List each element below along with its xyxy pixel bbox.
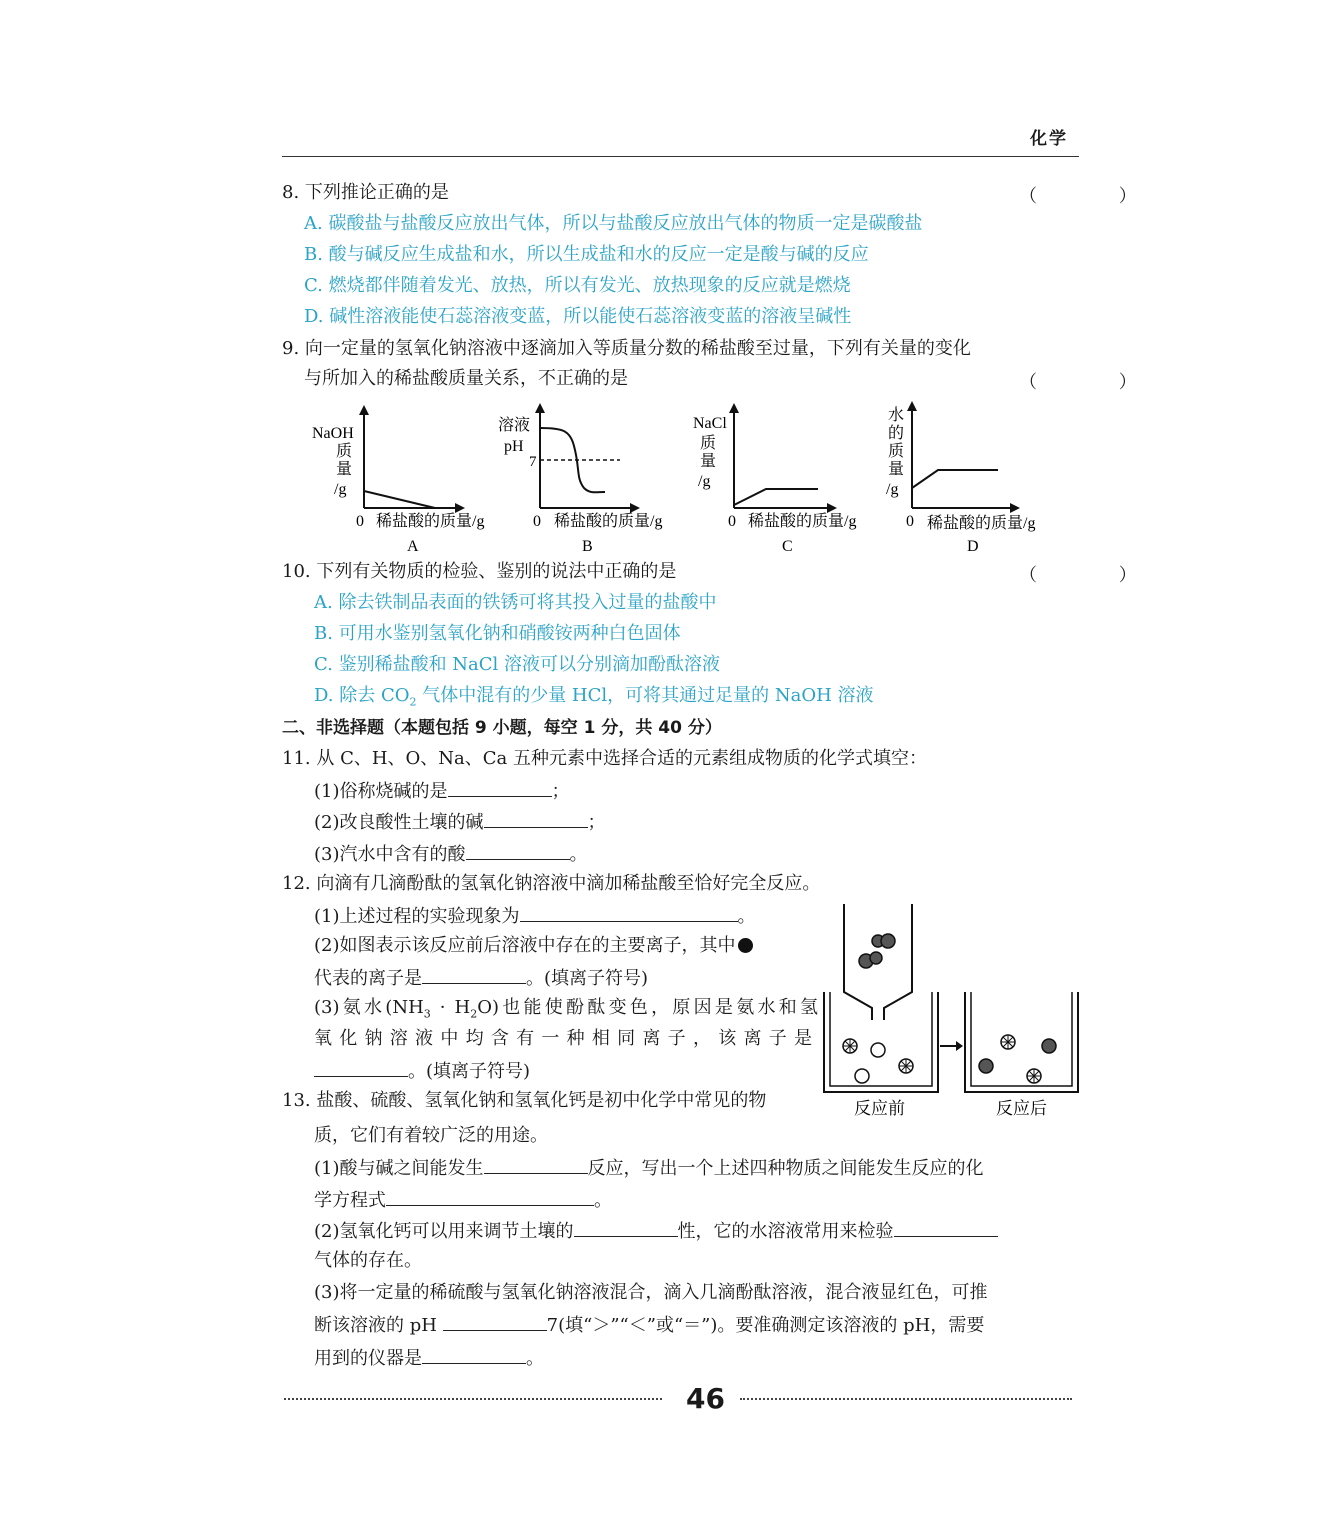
header-rule [282,156,1079,157]
dropper [844,904,912,1020]
graph-d[interactable] [886,406,1035,555]
graph-b-xlabel: 稀盐酸的质量/g [554,513,663,530]
graph-c-letter: C [782,538,793,555]
q8-option-c[interactable]: C. 燃烧都伴随着发光、放热，所以有发光、放热现象的反应就是燃烧 [304,275,851,296]
beaker-before [824,992,938,1092]
graph-d-letter: D [967,538,979,555]
footer-dots-left [284,1398,662,1400]
q9-stem-line2: 与所加入的稀盐酸质量关系，不正确的是 [304,368,628,389]
q13-blank4[interactable] [894,1219,998,1237]
q12-part3-line2: 氧化钠溶液中均含有一种相同离子，该离子是 [314,1028,818,1049]
q12-blank3[interactable] [314,1059,408,1077]
graph-d-ylabel-2: 的 [888,425,905,442]
q12-part3-line1: (3)氨水$(NH_3 \cdot H_2O)$也能使酚酞变色，原因是氨水和氢 [314,997,818,1021]
q8-option-a[interactable]: A. 碳酸盐与盐酸反应放出气体，所以与盐酸反应放出气体的物质一定是碳酸盐 [304,213,923,234]
graph-a-ylabel-1: NaOH [312,425,354,442]
q10-answer-paren[interactable]: （ ） [1019,565,1175,586]
arrow-icon [940,1041,963,1051]
q13-blank2[interactable] [386,1188,594,1206]
q13-stem-line2: 质，它们有着较广泛的用途。 [314,1125,548,1146]
graph-a-origin: 0 [356,513,364,530]
graph-c-curve [734,489,818,505]
q11-stem: 11. 从 C、H、O、Na、Ca 五种元素中选择合适的元素组成物质的化学式填空： [282,748,927,769]
black-ion-icon [738,938,753,953]
beaker-after [965,992,1078,1092]
graph-d-xlabel: 稀盐酸的质量/g [927,515,1036,532]
q9-graphs [300,398,1060,560]
q11-part3: (3)汽水中含有的酸 。 [314,844,588,865]
graph-d-ylabel-4: 量 [888,461,905,478]
graph-a-ylabel-4: /g [334,481,347,498]
graph-c-ylabel-4: /g [698,473,711,490]
graph-a-letter: A [407,538,419,555]
q10-option-c[interactable]: C. 鉴别稀盐酸和 NaCl 溶液可以分别滴加酚酞溶液 [314,654,721,675]
q11-blank3[interactable] [466,842,570,860]
q11-blank1[interactable] [448,779,552,797]
graph-b[interactable] [498,408,662,555]
q10-option-b[interactable]: B. 可用水鉴别氢氧化钠和硝酸铵两种白色固体 [314,623,681,644]
q12-blank1[interactable] [520,904,738,922]
q13-blank6[interactable] [422,1346,526,1364]
q8-option-d[interactable]: D. 碱性溶液能使石蕊溶液变蓝，所以能使石蕊溶液变蓝的溶液呈碱性 [304,306,852,327]
graph-d-ylabel-1: 水 [888,407,905,424]
section2-title: 二、非选择题（本题包括 9 小题，每空 1 分，共 40 分） [282,718,722,738]
q9-answer-paren[interactable]: （ ） [1019,372,1175,393]
q13-part3-line3: 用到的仪器是 。 [314,1348,544,1369]
q10-option-d[interactable]: D. 除去 $CO_2$ 气体中混有的少量 HCl，可将其通过足量的 NaOH 溶液 [314,685,874,709]
q13-part2-line2: 气体的存在。 [314,1250,422,1271]
q12-part1: (1)上述过程的实验现象为 。 [314,906,756,927]
q13-part3-line2: 断该溶液的 pH 7(填“＞”“＜”或“＝”)。要准确测定该溶液的 pH，需要 [314,1315,985,1336]
graph-a[interactable] [312,410,484,555]
graph-b-tick7: 7 [529,454,537,470]
graph-b-ylabel-1: 溶液 [498,417,531,434]
q13-part1-line2: 学方程式 。 [314,1190,612,1211]
graph-c-ylabel-2: 质 [700,435,717,452]
q13-blank3[interactable] [574,1219,678,1237]
q12-reaction-figure [820,900,1082,1122]
graph-d-curve [912,470,998,488]
q13-blank5[interactable] [443,1313,547,1331]
graph-d-ylabel-3: 质 [888,443,905,460]
label-after: 反应后 [996,1099,1047,1118]
graph-b-origin: 0 [533,513,541,530]
graph-c-ylabel-1: NaCl [693,415,727,432]
q13-stem-line1: 13. 盐酸、硫酸、氢氧化钠和氢氧化钙是初中化学中常见的物 [282,1090,767,1111]
graph-c-xlabel: 稀盐酸的质量/g [748,513,857,530]
q10-option-a[interactable]: A. 除去铁制品表面的铁锈可将其投入过量的盐酸中 [314,592,717,613]
graph-b-ylabel-2: pH [504,438,524,455]
graph-c[interactable] [693,408,856,555]
graph-c-ylabel-3: 量 [700,453,717,470]
graph-a-curve [364,491,435,508]
subject-header: 化学 [1030,129,1068,149]
page-number: 46 [686,1382,725,1415]
graph-d-ylabel-5: /g [886,481,899,498]
q13-part2-line1: (2)氢氧化钙可以用来调节土壤的 性，它的水溶液常用来检验 [314,1219,998,1243]
q8-stem: 8. 下列推论正确的是 [282,182,449,203]
q11-blank2[interactable] [484,810,588,828]
q12-part3-line3: 。(填离子符号) [314,1059,530,1083]
q8-option-b[interactable]: B. 酸与碱反应生成盐和水，所以生成盐和水的反应一定是酸与碱的反应 [304,244,869,265]
q13-part1-line1: (1)酸与碱之间能发生 反应，写出一个上述四种物质之间能发生反应的化 [314,1158,984,1179]
q9-stem-line1: 9. 向一定量的氢氧化钠溶液中逐滴加入等质量分数的稀盐酸至过量，下列有关量的变化 [282,338,971,359]
graph-b-letter: B [582,538,593,555]
label-before: 反应前 [854,1099,905,1118]
q11-part2: (2)改良酸性土壤的碱 ； [314,812,606,833]
q13-blank1[interactable] [484,1156,588,1174]
graph-a-ylabel-2: 质 [336,443,353,460]
graph-a-xlabel: 稀盐酸的质量/g [376,513,485,530]
q13-part3-line1: (3)将一定量的稀硫酸与氢氧化钠溶液混合，滴入几滴酚酞溶液，混合液显红色，可推 [314,1282,988,1303]
graph-a-ylabel-3: 量 [336,461,353,478]
q12-blank2[interactable] [422,966,526,984]
graph-c-origin: 0 [728,513,736,530]
footer-dots-right [740,1398,1072,1400]
q12-part2-line2: 代表的离子是 。(填离子符号) [314,968,649,989]
q8-answer-paren[interactable]: （ ） [1019,186,1175,207]
graph-d-origin: 0 [906,513,914,530]
q12-stem: 12. 向滴有几滴酚酞的氢氧化钠溶液中滴加稀盐酸至恰好完全反应。 [282,873,821,894]
q11-part1: (1)俗称烧碱的是 ； [314,781,570,802]
q12-part2-line1: (2)如图表示该反应前后溶液中存在的主要离子，其中 [314,935,753,957]
q10-stem: 10. 下列有关物质的检验、鉴别的说法中正确的是 [282,561,677,582]
